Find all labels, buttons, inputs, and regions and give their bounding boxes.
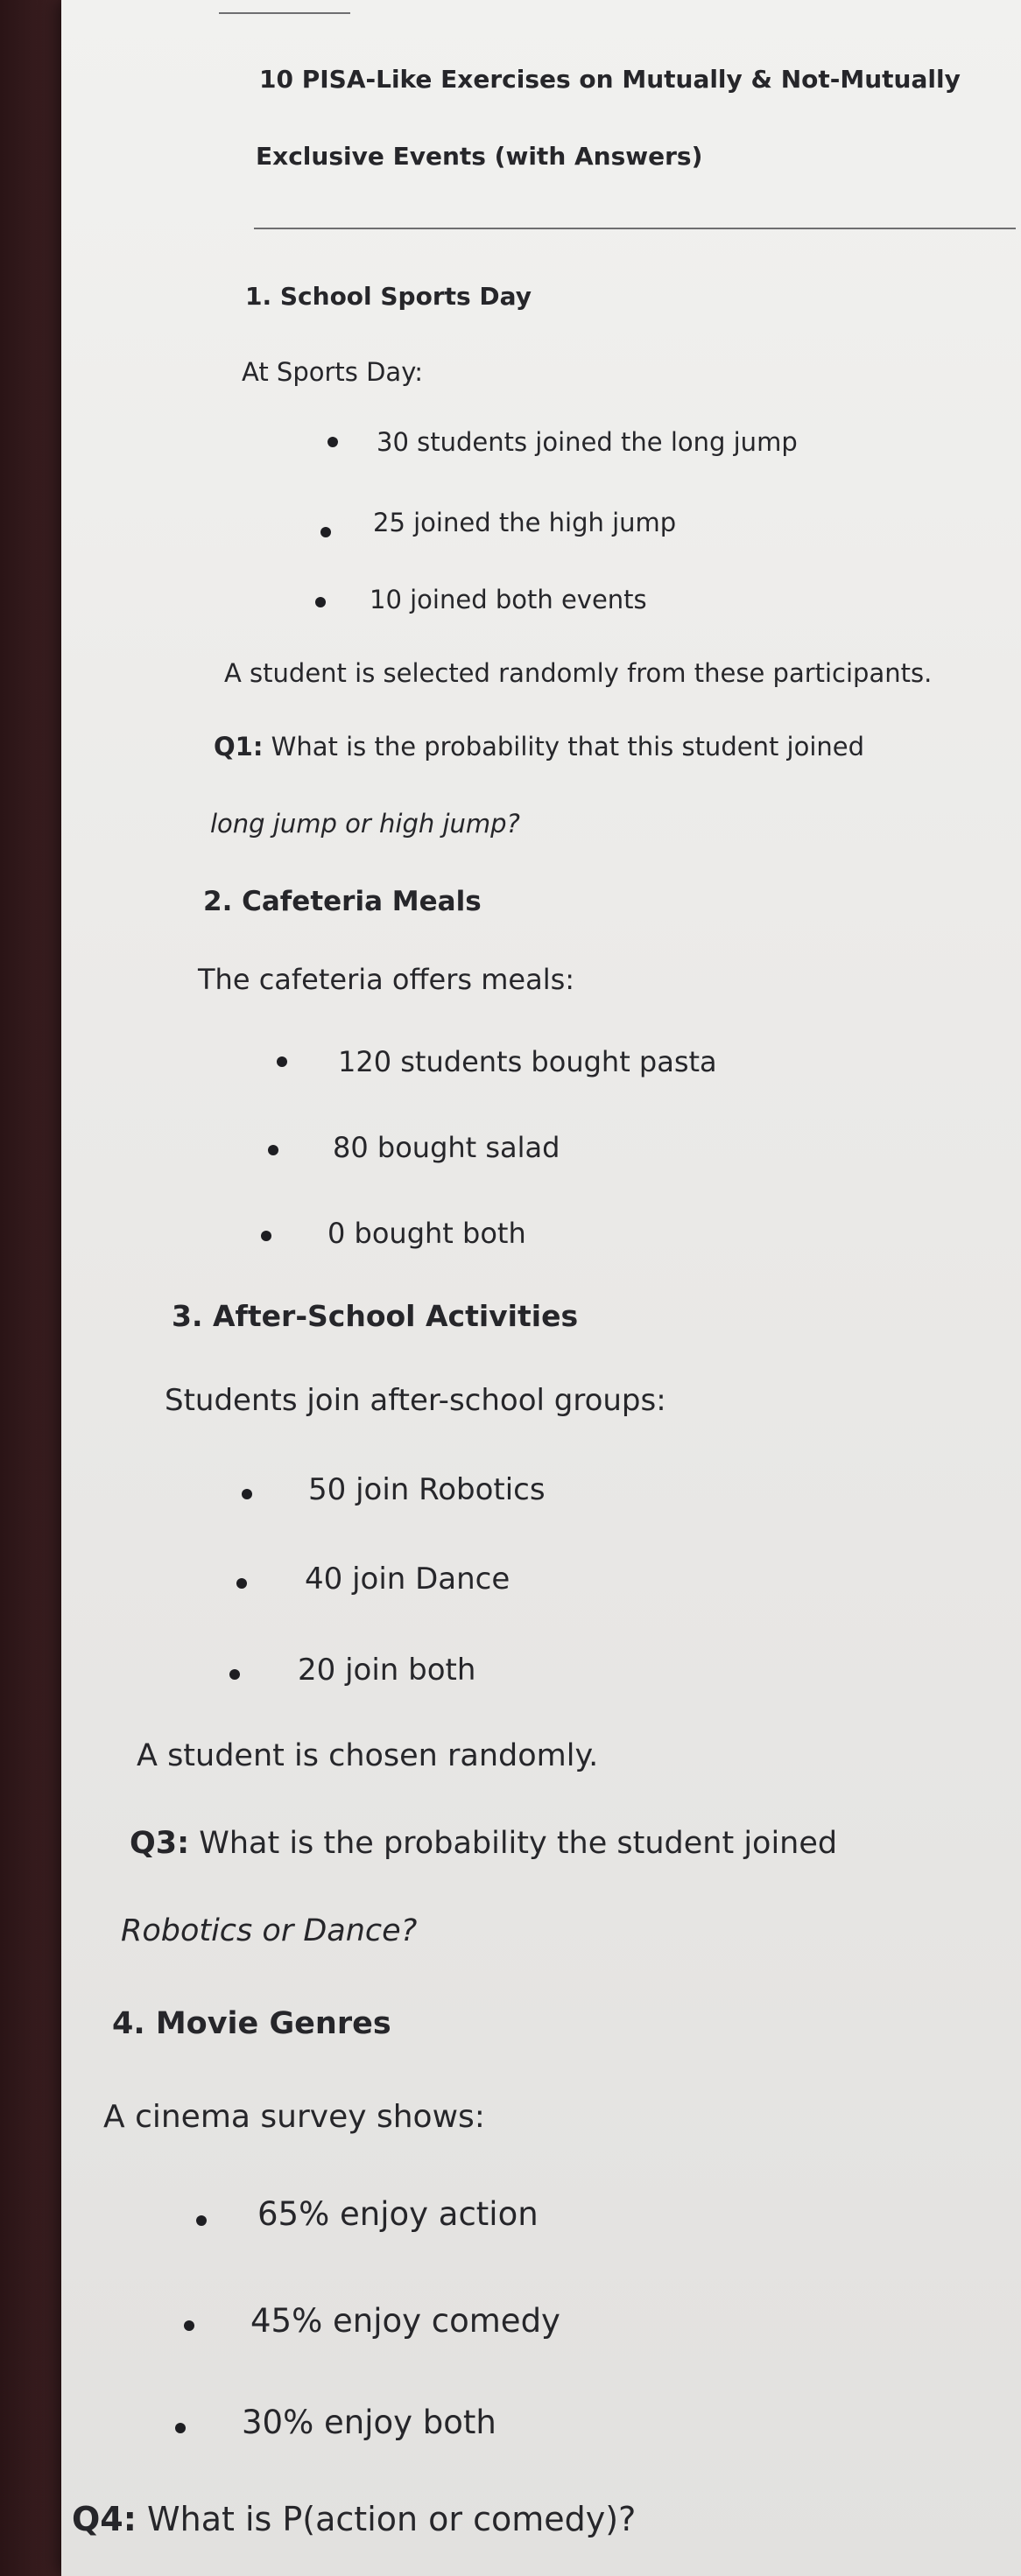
bullet-dot bbox=[277, 1056, 287, 1067]
question-line bbox=[130, 1826, 837, 1861]
bullet-dot bbox=[261, 1231, 271, 1241]
list-item: 40 join Dance bbox=[305, 1562, 510, 1597]
list-item: 10 joined both events bbox=[370, 585, 647, 614]
section-heading: 2. Cafeteria Meals bbox=[203, 886, 482, 917]
section-heading: 4. Movie Genres bbox=[112, 2006, 391, 2041]
question-text: What is the probability the student joined bbox=[189, 1826, 838, 1861]
document-title-line-1: 10 PISA-Like Exercises on Mutually & Not-Mutually bbox=[259, 65, 961, 94]
paper-sheet bbox=[61, 0, 1021, 2576]
bullet-dot bbox=[242, 1489, 252, 1499]
list-item: 30% enjoy both bbox=[242, 2404, 496, 2441]
section-intro: The cafeteria offers meals: bbox=[198, 963, 575, 996]
document-title-line-2: Exclusive Events (with Answers) bbox=[256, 142, 703, 171]
list-item: 50 join Robotics bbox=[308, 1472, 546, 1507]
list-item: 80 bought salad bbox=[333, 1131, 560, 1164]
list-item: 25 joined the high jump bbox=[373, 508, 677, 537]
question-line-2: long jump or high jump? bbox=[210, 809, 520, 839]
list-item: 45% enjoy comedy bbox=[250, 2302, 560, 2340]
bullet-dot bbox=[229, 1669, 240, 1680]
title-divider bbox=[254, 228, 1016, 229]
question-line bbox=[72, 2500, 636, 2538]
bullet-dot bbox=[320, 527, 331, 537]
list-item: 0 bought both bbox=[327, 1217, 526, 1250]
question-line-2: Robotics or Dance? bbox=[121, 1913, 418, 1948]
section-intro: Students join after-school groups: bbox=[165, 1383, 666, 1418]
list-item: 20 join both bbox=[298, 1653, 476, 1688]
list-item: 120 students bought pasta bbox=[338, 1045, 717, 1078]
question-line bbox=[214, 732, 864, 762]
section-intro: At Sports Day: bbox=[242, 357, 424, 387]
list-item: 30 students joined the long jump bbox=[377, 427, 798, 457]
top-rule bbox=[219, 12, 350, 14]
bullet-dot bbox=[315, 597, 326, 607]
question-label: Q4: bbox=[72, 2500, 137, 2538]
problem-statement: A student is chosen randomly. bbox=[137, 1738, 599, 1773]
question-label: Q1: bbox=[214, 732, 264, 762]
section-intro: A cinema survey shows: bbox=[103, 2099, 485, 2135]
question-text: What is P(action or comedy)? bbox=[136, 2500, 637, 2538]
list-item: 65% enjoy action bbox=[257, 2195, 539, 2233]
problem-statement: A student is selected randomly from these participants. bbox=[224, 658, 933, 688]
bullet-dot bbox=[236, 1578, 247, 1589]
bullet-dot bbox=[184, 2320, 194, 2331]
section-heading: 3. After-School Activities bbox=[172, 1299, 579, 1333]
bullet-dot bbox=[175, 2423, 186, 2433]
question-label: Q3: bbox=[130, 1826, 190, 1861]
bullet-dot bbox=[327, 437, 338, 447]
question-text: What is the probability that this student joined bbox=[263, 732, 865, 762]
bullet-dot bbox=[196, 2215, 207, 2226]
bullet-dot bbox=[268, 1145, 278, 1155]
section-heading: 1. School Sports Day bbox=[245, 282, 532, 311]
